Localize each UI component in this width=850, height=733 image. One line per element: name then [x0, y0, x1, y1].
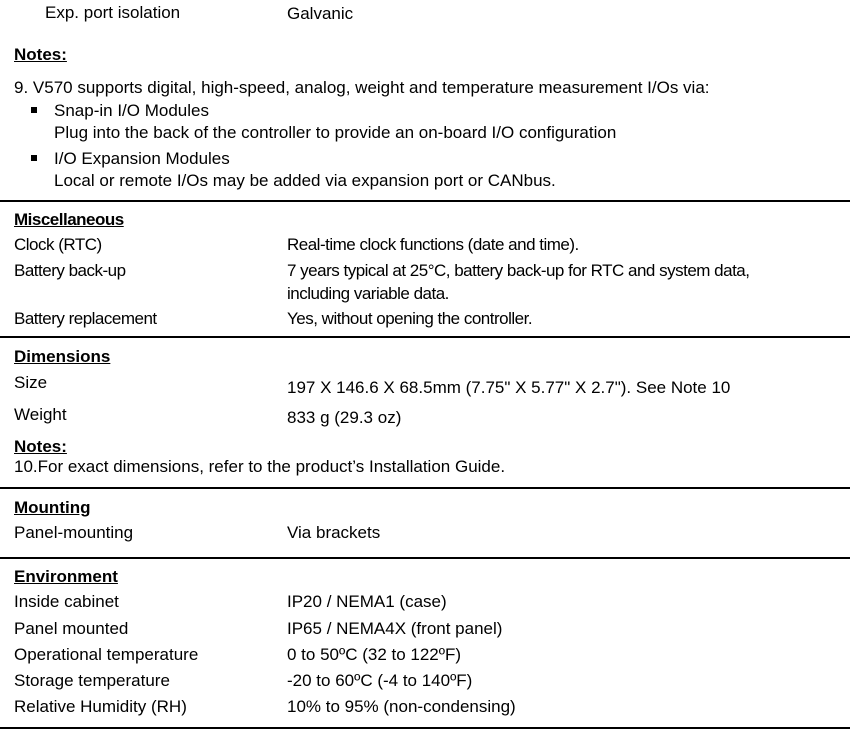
- notes-heading: Notes:: [14, 437, 67, 456]
- bullet-icon: [31, 155, 37, 161]
- spec-label: Operational temperature: [14, 645, 199, 664]
- spec-label: Size: [14, 373, 48, 392]
- spec-value-exp-port-isolation: Galvanic: [287, 4, 354, 23]
- spec-label: Clock (RTC): [14, 235, 102, 254]
- section-heading-dimensions: Dimensions: [14, 347, 111, 366]
- section-divider: [0, 487, 850, 489]
- spec-value: IP20 / NEMA1 (case): [287, 592, 447, 611]
- note-10: 10.For exact dimensions, refer to the product’s Installation Guide.: [14, 457, 506, 476]
- spec-label: Inside cabinet: [14, 592, 119, 611]
- section-heading-environment: Environment: [14, 567, 118, 586]
- spec-value-continued: including variable data.: [287, 284, 449, 303]
- spec-value: -20 to 60ºC (-4 to 140ºF): [287, 671, 473, 690]
- spec-label: Relative Humidity (RH): [14, 697, 187, 716]
- section-heading-mounting: Mounting: [14, 498, 91, 517]
- spec-value: IP65 / NEMA4X (front panel): [287, 619, 503, 638]
- spec-value: 10% to 95% (non-condensing): [287, 697, 516, 716]
- note-9-bullet-title: Snap-in I/O Modules: [54, 101, 209, 120]
- spec-value: Via brackets: [287, 523, 381, 542]
- spec-label: Panel mounted: [14, 619, 129, 638]
- spec-label: Panel-mounting: [14, 523, 134, 542]
- section-divider: [0, 727, 850, 729]
- spec-value: 833 g (29.3 oz): [287, 408, 402, 427]
- spec-label: Battery replacement: [14, 309, 157, 328]
- spec-label: Storage temperature: [14, 671, 170, 690]
- section-heading-miscellaneous: Miscellaneous: [14, 210, 124, 229]
- spec-value: Yes, without opening the controller.: [287, 309, 533, 328]
- note-9-bullet-desc: Plug into the back of the controller to provide an on-board I/O configuration: [54, 123, 617, 142]
- note-9-bullet-title: I/O Expansion Modules: [54, 149, 230, 168]
- notes-heading: Notes:: [14, 45, 67, 64]
- spec-value: 0 to 50ºC (32 to 122ºF): [287, 645, 462, 664]
- spec-value: Real-time clock functions (date and time).: [287, 235, 579, 254]
- section-divider: [0, 557, 850, 559]
- spec-value: 197 X 146.6 X 68.5mm (7.75" X 5.77" X 2.7"). See Note 10: [287, 378, 731, 397]
- note-9-intro: 9. V570 supports digital, high-speed, analog, weight and temperature measurement I/Os via:: [14, 78, 710, 97]
- section-divider: [0, 200, 850, 202]
- spec-label: Weight: [14, 405, 67, 424]
- spec-value: 7 years typical at 25°C, battery back-up for RTC and system data,: [287, 261, 750, 280]
- bullet-icon: [31, 107, 37, 113]
- section-divider: [0, 336, 850, 338]
- spec-label-exp-port-isolation: Exp. port isolation: [45, 3, 181, 22]
- note-9-bullet-desc: Local or remote I/Os may be added via expansion port or CANbus.: [54, 171, 556, 190]
- spec-label: Battery back-up: [14, 261, 126, 280]
